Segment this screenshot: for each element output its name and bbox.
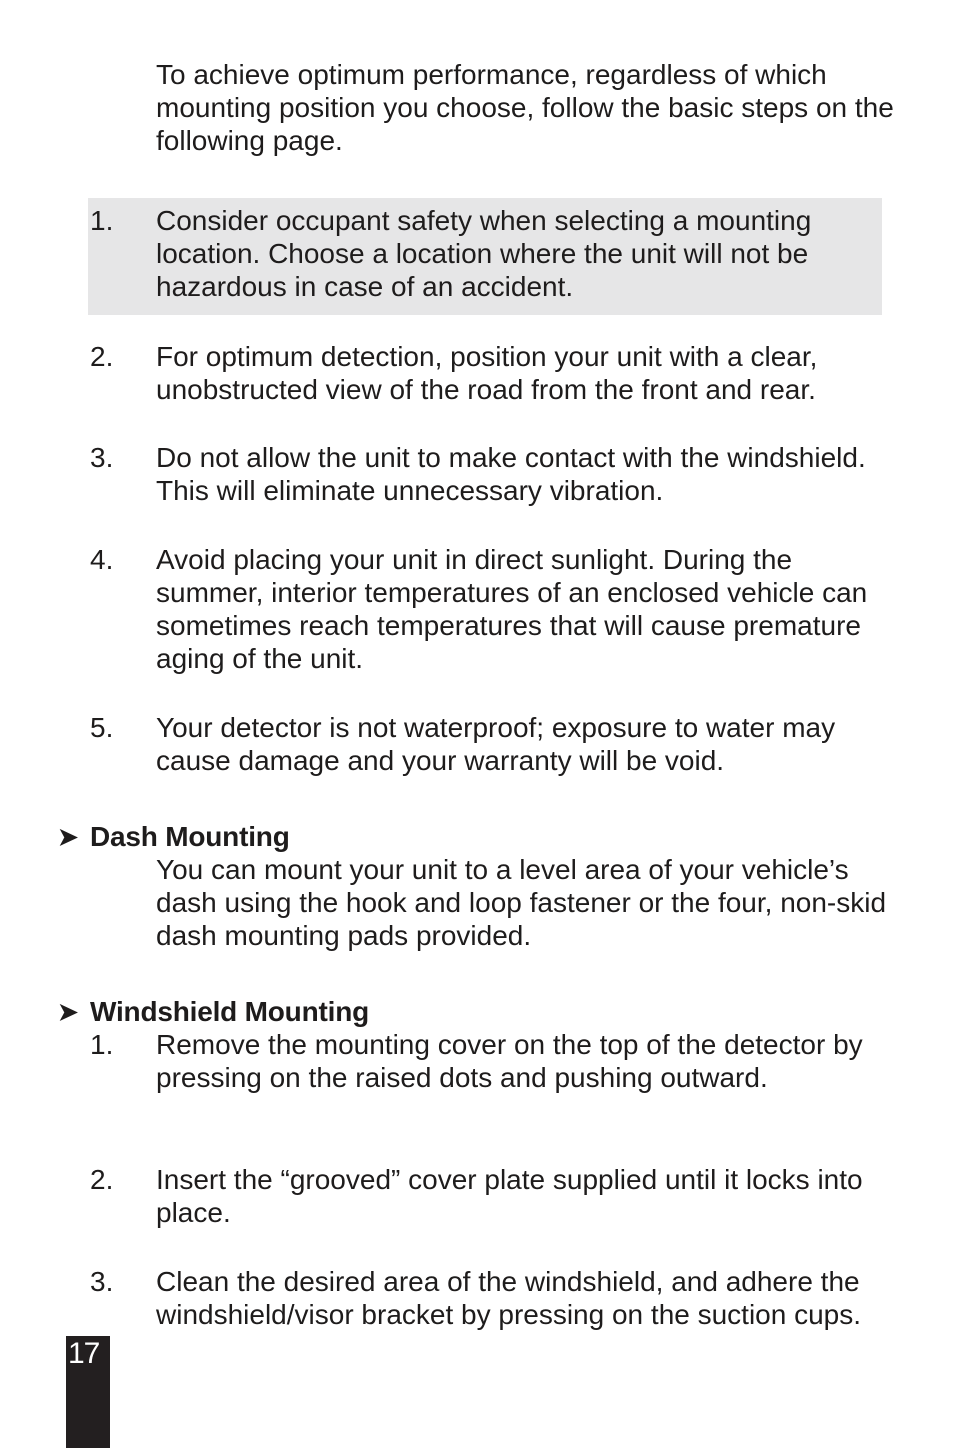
page-number: 17 — [68, 1337, 100, 1370]
step-text: Insert the “grooved” cover plate supplied until it locks into place. — [156, 1164, 863, 1228]
dash-mounting-heading — [58, 820, 290, 854]
step-2 — [90, 340, 910, 406]
windshield-step-1 — [90, 1028, 910, 1094]
step-number: 2. — [90, 341, 114, 372]
step-text: Your detector is not waterproof; exposure to water may cause damage and your warranty will be void. — [156, 712, 836, 776]
step-number: 3. — [90, 442, 114, 473]
step-number: 4. — [90, 544, 114, 575]
windshield-step-3 — [90, 1265, 910, 1331]
step-number: 2. — [90, 1164, 114, 1195]
step-number: 5. — [90, 712, 114, 743]
heading-label: Dash Mounting — [90, 821, 290, 852]
step-5 — [90, 711, 910, 777]
step-number: 1. — [90, 205, 114, 236]
step-text: For optimum detection, position your unit with a clear, unobstructed view of the road from the front and rear. — [156, 341, 818, 405]
step-number: 1. — [90, 1029, 114, 1060]
step-text: Consider occupant safety when selecting a mounting location. Choose a location where the unit will not be hazardous in case of an accident. — [156, 205, 812, 302]
step-text: Do not allow the unit to make contact with the windshield. This will eliminate unnecessary vibration. — [156, 442, 866, 506]
step-number: 3. — [90, 1266, 114, 1297]
step-text: Avoid placing your unit in direct sunlight. During the summer, interior temperatures of an enclosed vehicle can sometimes reach temperatures that will cause premature aging of the unit. — [156, 544, 868, 674]
windshield-mounting-heading — [58, 995, 369, 1029]
step-3 — [90, 441, 910, 507]
arrow-icon: ➤ — [58, 824, 78, 851]
step-text: Clean the desired area of the windshield, and adhere the windshield/visor bracket by pressing on the suction cups. — [156, 1266, 862, 1330]
step-1 — [90, 204, 910, 303]
step-4 — [90, 543, 910, 675]
windshield-step-2 — [90, 1163, 910, 1229]
heading-label: Windshield Mounting — [90, 996, 370, 1027]
intro-paragraph: To achieve optimum performance, regardless of which mounting position you choose, follow the basic steps on the following page. — [156, 59, 894, 156]
dash-mounting-text: You can mount your unit to a level area of your vehicle’s dash using the hook and loop fastener or the four, non-skid dash mounting pads provided. — [156, 854, 887, 951]
arrow-icon: ➤ — [58, 999, 78, 1026]
step-text: Remove the mounting cover on the top of the detector by pressing on the raised dots and pushing outward. — [156, 1029, 863, 1093]
